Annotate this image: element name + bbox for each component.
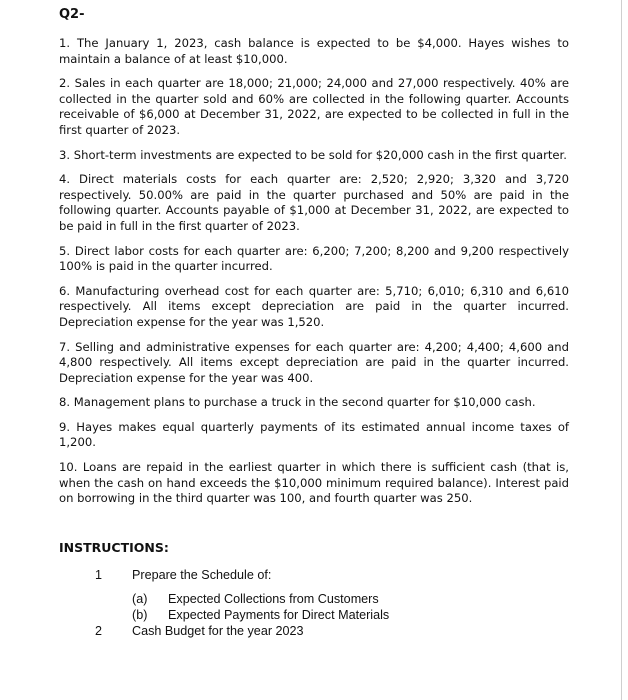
info-item-8: 8. Management plans to purchase a truck in the second quarter for $10,000 cash. (59, 395, 536, 410)
info-item-9: 9. Hayes makes equal quarterly payments of its estimated annual income taxes of 1,200. (59, 419, 569, 450)
sub-step-b (59, 607, 569, 623)
step-text: Cash Budget for the year 2023 (132, 623, 304, 638)
step-number: 1 (95, 567, 103, 582)
instructions-title: INSTRUCTIONS: (59, 539, 169, 555)
instructions-section (59, 540, 569, 639)
sub-step-text: Expected Payments for Direct Materials (168, 607, 390, 622)
step-text: Prepare the Schedule of: (132, 567, 272, 582)
info-item-6: 6. Manufacturing overhead cost for each quarter are: 5,710; 6,010; 6,310 and 6,610 respectively. All items except depreciation are paid in the quarter incurred. Depreciation expense for the year was 1,520. (59, 283, 569, 329)
instruction-step-1 (59, 567, 569, 583)
instruction-step-2 (59, 623, 569, 639)
document-body (59, 6, 569, 639)
sub-step-label: (b) (132, 607, 148, 622)
info-item-5: 5. Direct labor costs for each quarter are: 6,200; 7,200; 8,200 and 9,200 respectively 100% is paid in the quarter incurred. (59, 243, 569, 274)
info-item-2: 2. Sales in each quarter are 18,000; 21,000; 24,000 and 27,000 respectively. 40% are collected in the quarter sold and 60% are collected in the following quarter. Accounts receivable of $6,000 at December 31, 2022, are expected to be collected in full in the first quarter of 2023. (59, 76, 569, 137)
question-heading: Q2- (59, 7, 85, 22)
info-item-10: 10. Loans are repaid in the earliest quarter in which there is sufficient cash (that is, when the cash on hand exceeds the $10,000 minimum required balance). Interest paid on borrowing in the third quarter was 100, and fourth quarter was 250. (59, 460, 569, 506)
sub-step-label: (a) (132, 591, 148, 606)
page-edge-line (621, 0, 622, 700)
info-item-3: 3. Short-term investments are expected to be sold for $20,000 cash in the first quarter. (59, 147, 567, 162)
sub-step-a (59, 591, 569, 607)
step-number: 2 (95, 623, 103, 638)
info-item-7: 7. Selling and administrative expenses for each quarter are: 4,200; 4,400; 4,600 and 4,800 respectively. All items except depreciation are paid in the quarter incurred. Depreciation expense for the year was 400. (59, 339, 569, 385)
sub-step-text: Expected Collections from Customers (168, 591, 379, 606)
info-item-4: 4. Direct materials costs for each quarter are: 2,520; 2,920; 3,320 and 3,720 respectively. 50.00% are paid in the quarter purchased and 50% are paid in the following quarter. Accounts payable of $1,000 at December 31, 2022, are expected to be paid in full in the first quarter of 2023. (59, 172, 569, 233)
info-item-1: 1. The January 1, 2023, cash balance is expected to be $4,000. Hayes wishes to maintain a balance of at least $10,000. (59, 36, 569, 66)
